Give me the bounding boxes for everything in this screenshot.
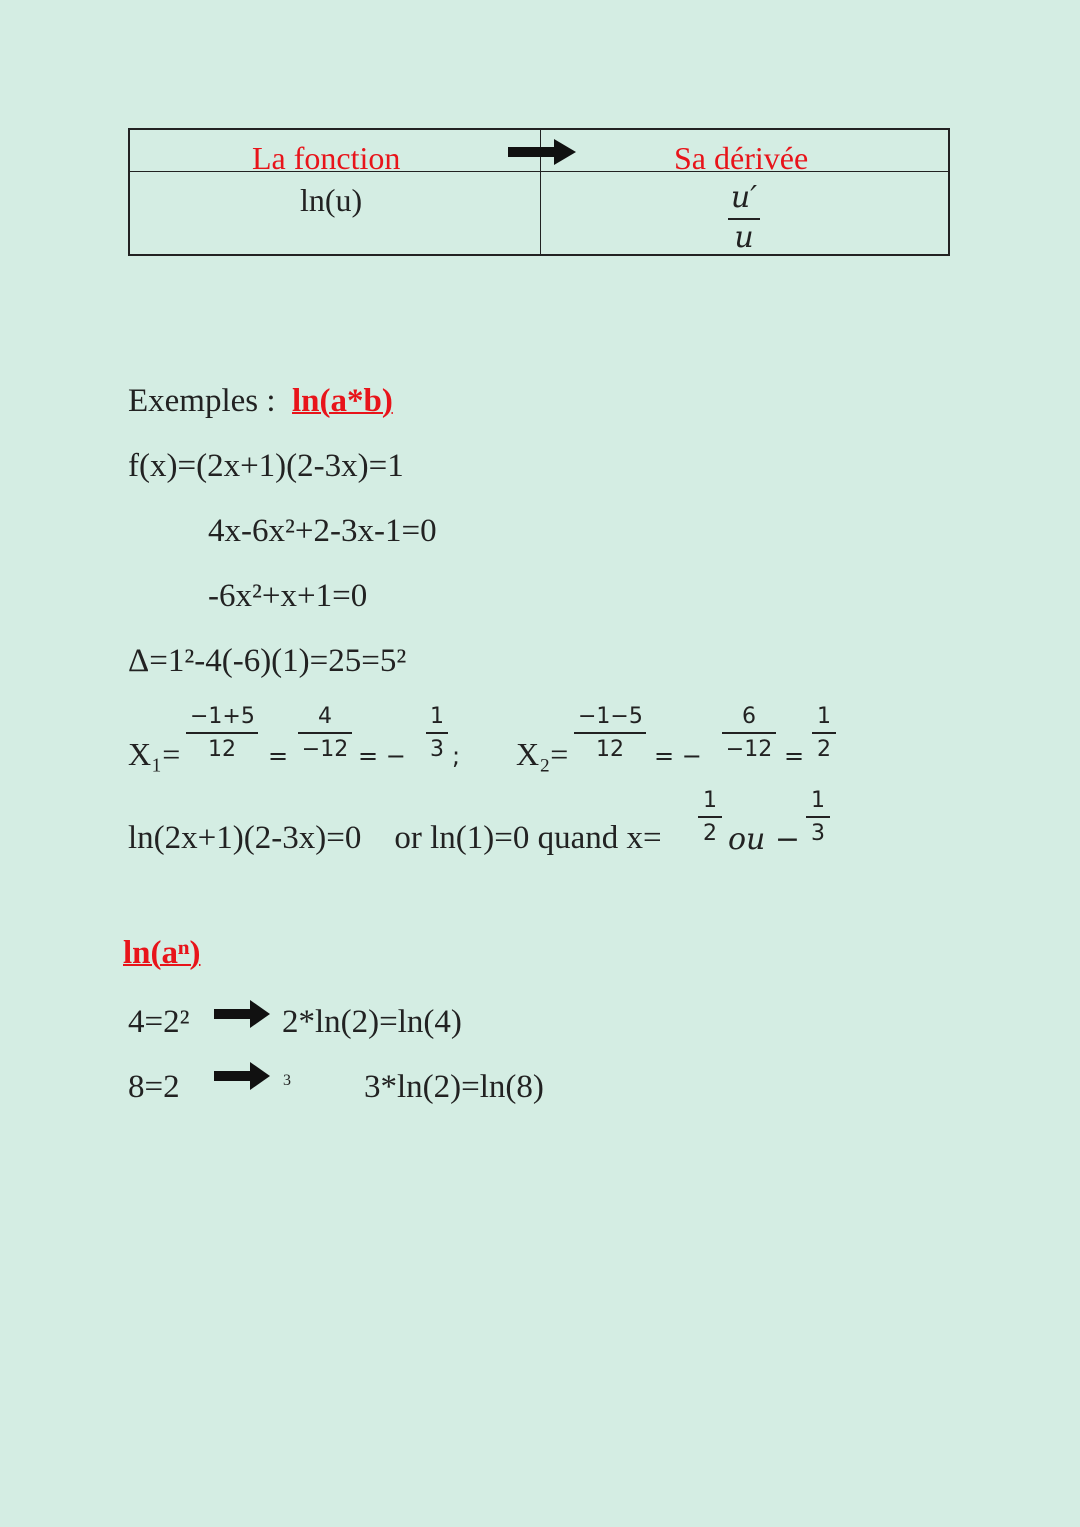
equation-line-3: -6x²+x+1=0	[208, 578, 368, 614]
examples-intro: Exemples :	[128, 383, 276, 419]
x1-semicolon: ;	[452, 742, 461, 770]
x2-fraction-1: −1−5 12	[574, 702, 646, 766]
section-title-ln-product: ln(a*b)	[292, 383, 393, 419]
x1-fraction-3: 1 3	[426, 702, 448, 766]
arrow-right-icon	[214, 1000, 270, 1028]
derivative-numerator: u′	[730, 180, 758, 215]
table-derivative-value	[726, 180, 762, 256]
power-example-1-left: 4=2²	[128, 1004, 190, 1040]
x1-fraction-1: −1+5 12	[186, 702, 258, 766]
power-example-2-exponent: 3	[283, 1072, 291, 1089]
table-header-derivative: Sa dérivée	[674, 140, 809, 176]
power-example-2-left: 8=2	[128, 1069, 180, 1105]
arrow-right-icon	[508, 139, 576, 165]
table-header-function: La fonction	[252, 140, 401, 176]
x1-label: X₁=	[128, 736, 181, 772]
arrow-right-icon	[214, 1062, 270, 1090]
solution-fraction-1: 1 2	[698, 786, 722, 850]
derivative-denominator: u	[734, 220, 754, 255]
x1-equals-1: =	[268, 742, 289, 770]
x2-equals-1: = −	[654, 742, 702, 770]
power-example-2-right: 3*ln(2)=ln(8)	[364, 1069, 544, 1105]
solution-line-text: ln(2x+1)(2-3x)=0 or ln(1)=0 quand x=	[128, 820, 662, 856]
x1-fraction-2: 4 −12	[298, 702, 352, 766]
discriminant-line: Δ=1²-4(-6)(1)=25=5²	[128, 643, 407, 679]
equation-line-2: 4x-6x²+2-3x-1=0	[208, 513, 437, 549]
power-example-1-right: 2*ln(2)=ln(4)	[282, 1004, 462, 1040]
x2-fraction-3: 1 2	[812, 702, 836, 766]
equation-line-1: f(x)=(2x+1)(2-3x)=1	[128, 448, 404, 484]
x2-equals-2: =	[784, 742, 805, 770]
section-title-ln-power: ln(aⁿ)	[123, 935, 201, 971]
solution-ou: ou −	[728, 822, 801, 857]
x2-label: X₂=	[516, 736, 569, 772]
x1-equals-2: = −	[358, 742, 406, 770]
solution-fraction-2: 1 3	[806, 786, 830, 850]
table-function-value: ln(u)	[300, 182, 363, 218]
x2-fraction-2: 6 −12	[722, 702, 776, 766]
